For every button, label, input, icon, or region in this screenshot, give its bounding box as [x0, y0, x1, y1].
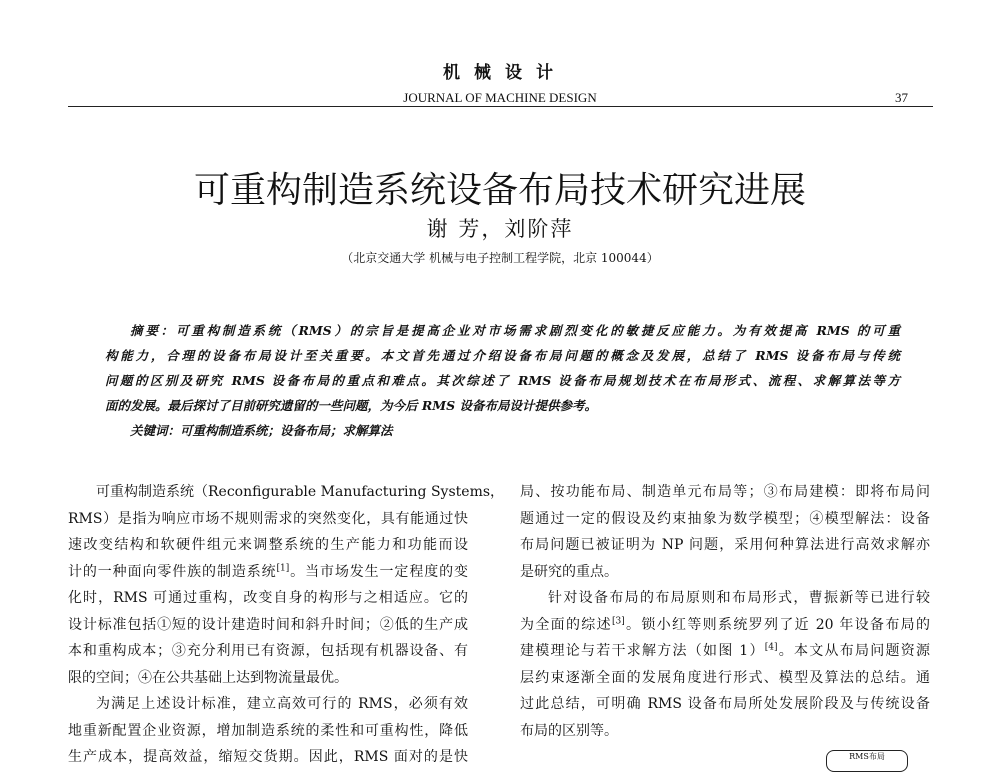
body-text-line: 设计标准包括①短的设计建造时间和斜升时间；②低的生产成 [68, 616, 468, 633]
body-text-line: 是研究的重点。 [520, 563, 618, 580]
body-left-column [68, 479, 505, 771]
body-text-line: 建模理论与若干求解方法（如图 1）[4]。本文从布局问题资源 [520, 642, 931, 659]
journal-name-cn: 机械设计 [443, 63, 567, 83]
body-text-line: 题通过一定的假设及约束抽象为数学模型；④模型解法：设备 [520, 510, 930, 527]
body-text-line: 针对设备布局的布局原则和布局形式，曹振新等已进行较 [548, 590, 930, 606]
body-text-line: 本和重构成本；③充分利用已有资源，包括现有机器设备、有 [68, 643, 468, 659]
body-text-line: 生产成本，提高效益，缩短交货期。因此，RMS 面对的是快 [68, 749, 468, 765]
body-text-line: 布局的区别等。 [520, 722, 618, 739]
figure-box: RMS布局 [826, 750, 908, 772]
page-number: 37 [895, 90, 908, 105]
body-text-line: 可重构制造系统（Reconfigurable Manufacturing Systems， [96, 484, 505, 500]
body-text-line: 速改变结构和软硬件组元来调整系统的生产能力和功能而设 [68, 537, 468, 553]
abstract-line: 构能力，合理的设备布局设计至关重要。本文首先通过介绍设备布局问题的概念及发展，总结了 RMS 设备布局与传统 [105, 348, 900, 363]
article-title: 可重构制造系统设备布局技术研究进展 [193, 170, 806, 211]
body-text-line: 为满足上述设计标准，建立高效可行的 RMS，必须有效 [96, 696, 468, 712]
article-authors: 谢 芳，刘阶萍 [426, 217, 574, 241]
body-text-line: 为全面的综述[3]。锁小红等则系统罗列了近 20 年设备布局的 [520, 615, 930, 633]
journal-name-en: JOURNAL OF MACHINE DESIGN [403, 90, 597, 105]
body-text-line: 化时，RMS 可通过重构，改变自身的构形与之相适应。它的 [68, 590, 468, 606]
body-text-line: 局、按功能布局、制造单元布局等；③布局建模：即将布局问 [520, 484, 930, 500]
body-text-line: RMS）是指为响应市场不规则需求的突然变化，具有能通过快 [68, 510, 468, 527]
body-right-column [520, 479, 930, 744]
author-affiliation: （北京交通大学 机械与电子控制工程学院，北京 100044） [341, 251, 659, 265]
body-text-line: 计的一种面向零件族的制造系统[1]。当市场发生一定程度的变 [68, 562, 469, 580]
abstract-line: 面的发展。最后探讨了目前研究遗留的一些问题，为今后 RMS 设备布局设计提供参考。 [105, 398, 597, 413]
body-text-line: 过此总结，可明确 RMS 设备布局所处发展阶段及与传统设备 [520, 696, 930, 712]
abstract-line: 问题的区别及研究 RMS 设备布局的重点和难点。其次综述了 RMS 设备布局规划技术在布局形式、流程、求解算法等方 [105, 373, 900, 388]
body-text-line: 限的空间；④在公共基础上达到物流量最优。 [68, 669, 348, 686]
keywords: 关键词：可重构制造系统；设备布局；求解算法 [130, 423, 393, 438]
header-rule [68, 106, 933, 107]
abstract-line: 摘要：可重构制造系统（RMS）的宗旨是提高企业对市场需求剧烈变化的敏捷反应能力。为有效提高 RMS 的可重 [130, 323, 900, 338]
body-text-line: 布局问题已被证明为 NP 问题，采用何种算法进行高效求解亦 [520, 537, 930, 553]
body-text-line: 层约束逐渐全面的发展角度进行形式、模型及算法的总结。通 [520, 669, 930, 686]
body-text-line: 地重新配置企业资源，增加制造系统的柔性和可重构性，降低 [68, 722, 468, 739]
